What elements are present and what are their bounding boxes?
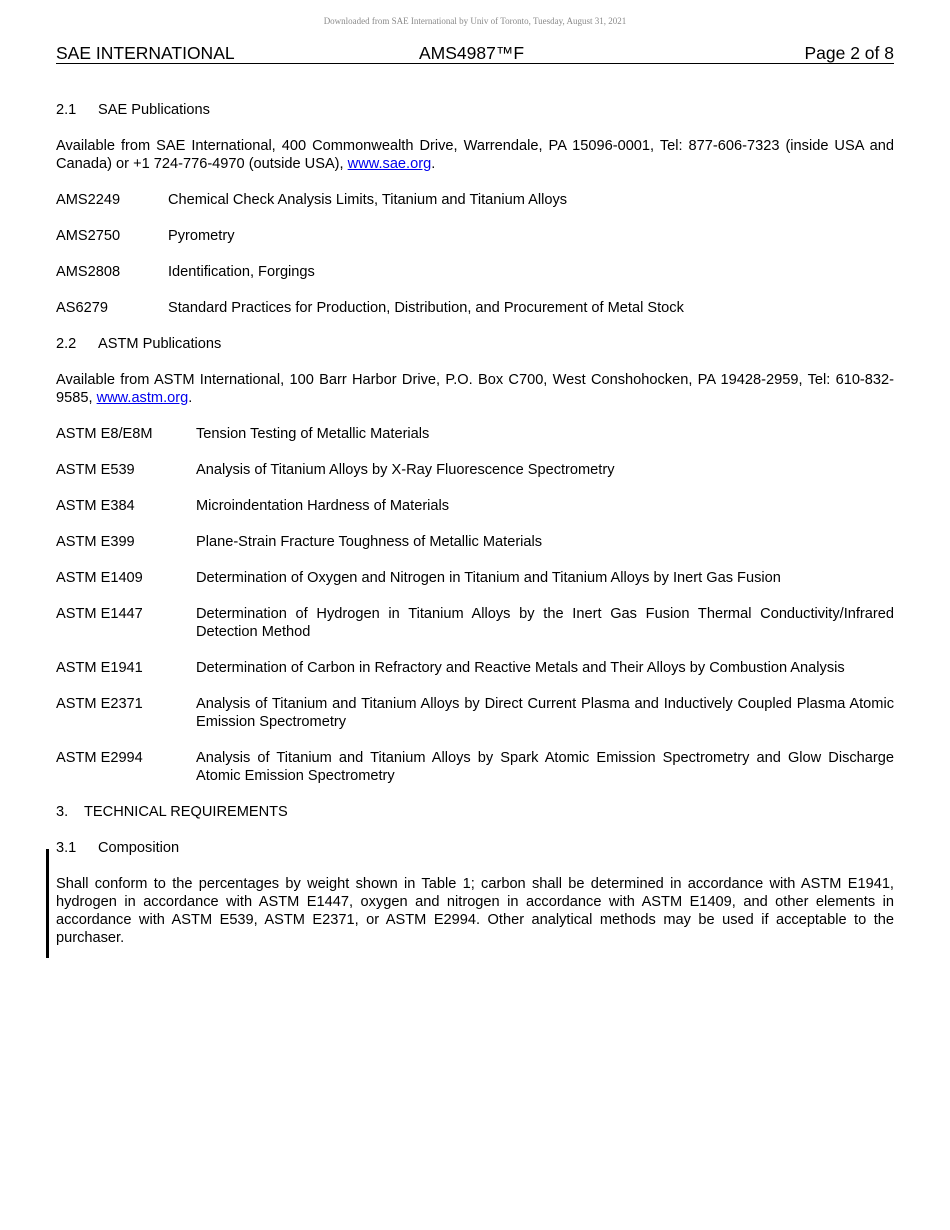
- reference-code: ASTM E399: [56, 534, 135, 550]
- sae-availability-end: .: [431, 156, 436, 172]
- reference-code: AS6279: [56, 300, 108, 316]
- header-page-number: Page 2 of 8: [804, 43, 894, 63]
- reference-item: [56, 299, 894, 317]
- reference-title: Microindentation Hardness of Materials: [196, 498, 450, 514]
- reference-title: Tension Testing of Metallic Materials: [196, 426, 430, 442]
- reference-item: [56, 227, 894, 245]
- reference-title: Analysis of Titanium and Titanium Alloys by Spark Atomic Emission Spectrometry and Glow Discharge Atomic Emission Spectrometry: [196, 750, 894, 784]
- reference-title: Pyrometry: [168, 228, 235, 244]
- reference-title: Identification, Forgings: [168, 264, 315, 280]
- revision-change-bar: [46, 849, 49, 958]
- section-title: SAE Publications: [98, 102, 210, 118]
- reference-code: ASTM E1941: [56, 660, 143, 676]
- section-2-1-heading: [56, 101, 894, 119]
- reference-item: [56, 749, 894, 785]
- reference-title: Standard Practices for Production, Distribution, and Procurement of Metal Stock: [168, 300, 684, 316]
- reference-code: ASTM E384: [56, 498, 135, 514]
- reference-code: ASTM E8/E8M: [56, 426, 153, 442]
- reference-title: Determination of Oxygen and Nitrogen in Titanium and Titanium Alloys by Inert Gas Fusion: [196, 570, 781, 586]
- astm-website-link[interactable]: www.astm.org: [96, 390, 189, 406]
- page-header: [56, 44, 894, 64]
- reference-item: [56, 425, 894, 443]
- reference-item: [56, 461, 894, 479]
- document-body: [56, 101, 894, 965]
- reference-item: [56, 263, 894, 281]
- section-number: 3.1: [56, 840, 77, 856]
- section-title: TECHNICAL REQUIREMENTS: [84, 804, 288, 820]
- section-2-2-heading: [56, 335, 894, 353]
- reference-title: Plane-Strain Fracture Toughness of Metallic Materials: [196, 534, 543, 550]
- reference-item: [56, 569, 894, 587]
- reference-code: AMS2808: [56, 264, 121, 280]
- reference-item: [56, 659, 894, 677]
- reference-code: AMS2249: [56, 192, 121, 208]
- reference-code: ASTM E1409: [56, 570, 143, 586]
- reference-title: Analysis of Titanium and Titanium Alloys by Direct Current Plasma and Inductively Coupled Plasma Atomic Emission Spectrometry: [196, 696, 894, 730]
- section-title: Composition: [98, 840, 180, 856]
- reference-code: ASTM E1447: [56, 606, 143, 622]
- reference-code: AMS2750: [56, 228, 121, 244]
- reference-title: Chemical Check Analysis Limits, Titanium and Titanium Alloys: [168, 192, 568, 208]
- reference-item: [56, 191, 894, 209]
- header-document-number: AMS4987™F: [419, 43, 525, 63]
- header-publisher: SAE INTERNATIONAL: [56, 43, 235, 63]
- reference-code: ASTM E2994: [56, 750, 143, 766]
- sae-availability-paragraph: [56, 137, 894, 173]
- reference-item: [56, 497, 894, 515]
- reference-title: Determination of Carbon in Refractory and Reactive Metals and Their Alloys by Combustion Analysis: [196, 660, 845, 676]
- sae-availability-text: Available from SAE International, 400 Commonwealth Drive, Warrendale, PA 15096-0001, Tel: 877-606-7323 (inside USA and Canada) or +1 724-776-4970 (outside USA),: [56, 138, 894, 172]
- section-number: 3.: [56, 804, 69, 820]
- section-3-heading: [56, 803, 894, 821]
- reference-item: [56, 695, 894, 731]
- sae-website-link[interactable]: www.sae.org: [347, 156, 432, 172]
- reference-title: Determination of Hydrogen in Titanium Alloys by the Inert Gas Fusion Thermal Conductivity/Infrared Detection Method: [196, 606, 894, 640]
- section-number: 2.1: [56, 102, 77, 118]
- section-3-1-heading: [56, 839, 894, 857]
- download-watermark: Downloaded from SAE International by Univ of Toronto, Tuesday, August 31, 2021: [323, 16, 627, 26]
- reference-title: Analysis of Titanium Alloys by X-Ray Fluorescence Spectrometry: [196, 462, 615, 478]
- astm-availability-end: .: [188, 390, 193, 406]
- reference-item: [56, 605, 894, 641]
- reference-code: ASTM E2371: [56, 696, 143, 712]
- astm-availability-paragraph: [56, 371, 894, 407]
- section-number: 2.2: [56, 336, 77, 352]
- reference-item: [56, 533, 894, 551]
- reference-code: ASTM E539: [56, 462, 135, 478]
- composition-paragraph: Shall conform to the percentages by weight shown in Table 1; carbon shall be determined in accordance with ASTM E1941, hydrogen in accordance with ASTM E1447, oxygen and nitrogen in accordance with ASTM E1409, and other elements in accordance with ASTM E539, ASTM E2371, or ASTM E2994. Other analytical methods may be used if acceptable to the purchaser.: [56, 876, 894, 946]
- astm-availability-text: Available from ASTM International, 100 Barr Harbor Drive, P.O. Box C700, West Conshohocken, PA 19428-2959, Tel: 610-832-9585,: [56, 372, 894, 406]
- section-title: ASTM Publications: [98, 336, 222, 352]
